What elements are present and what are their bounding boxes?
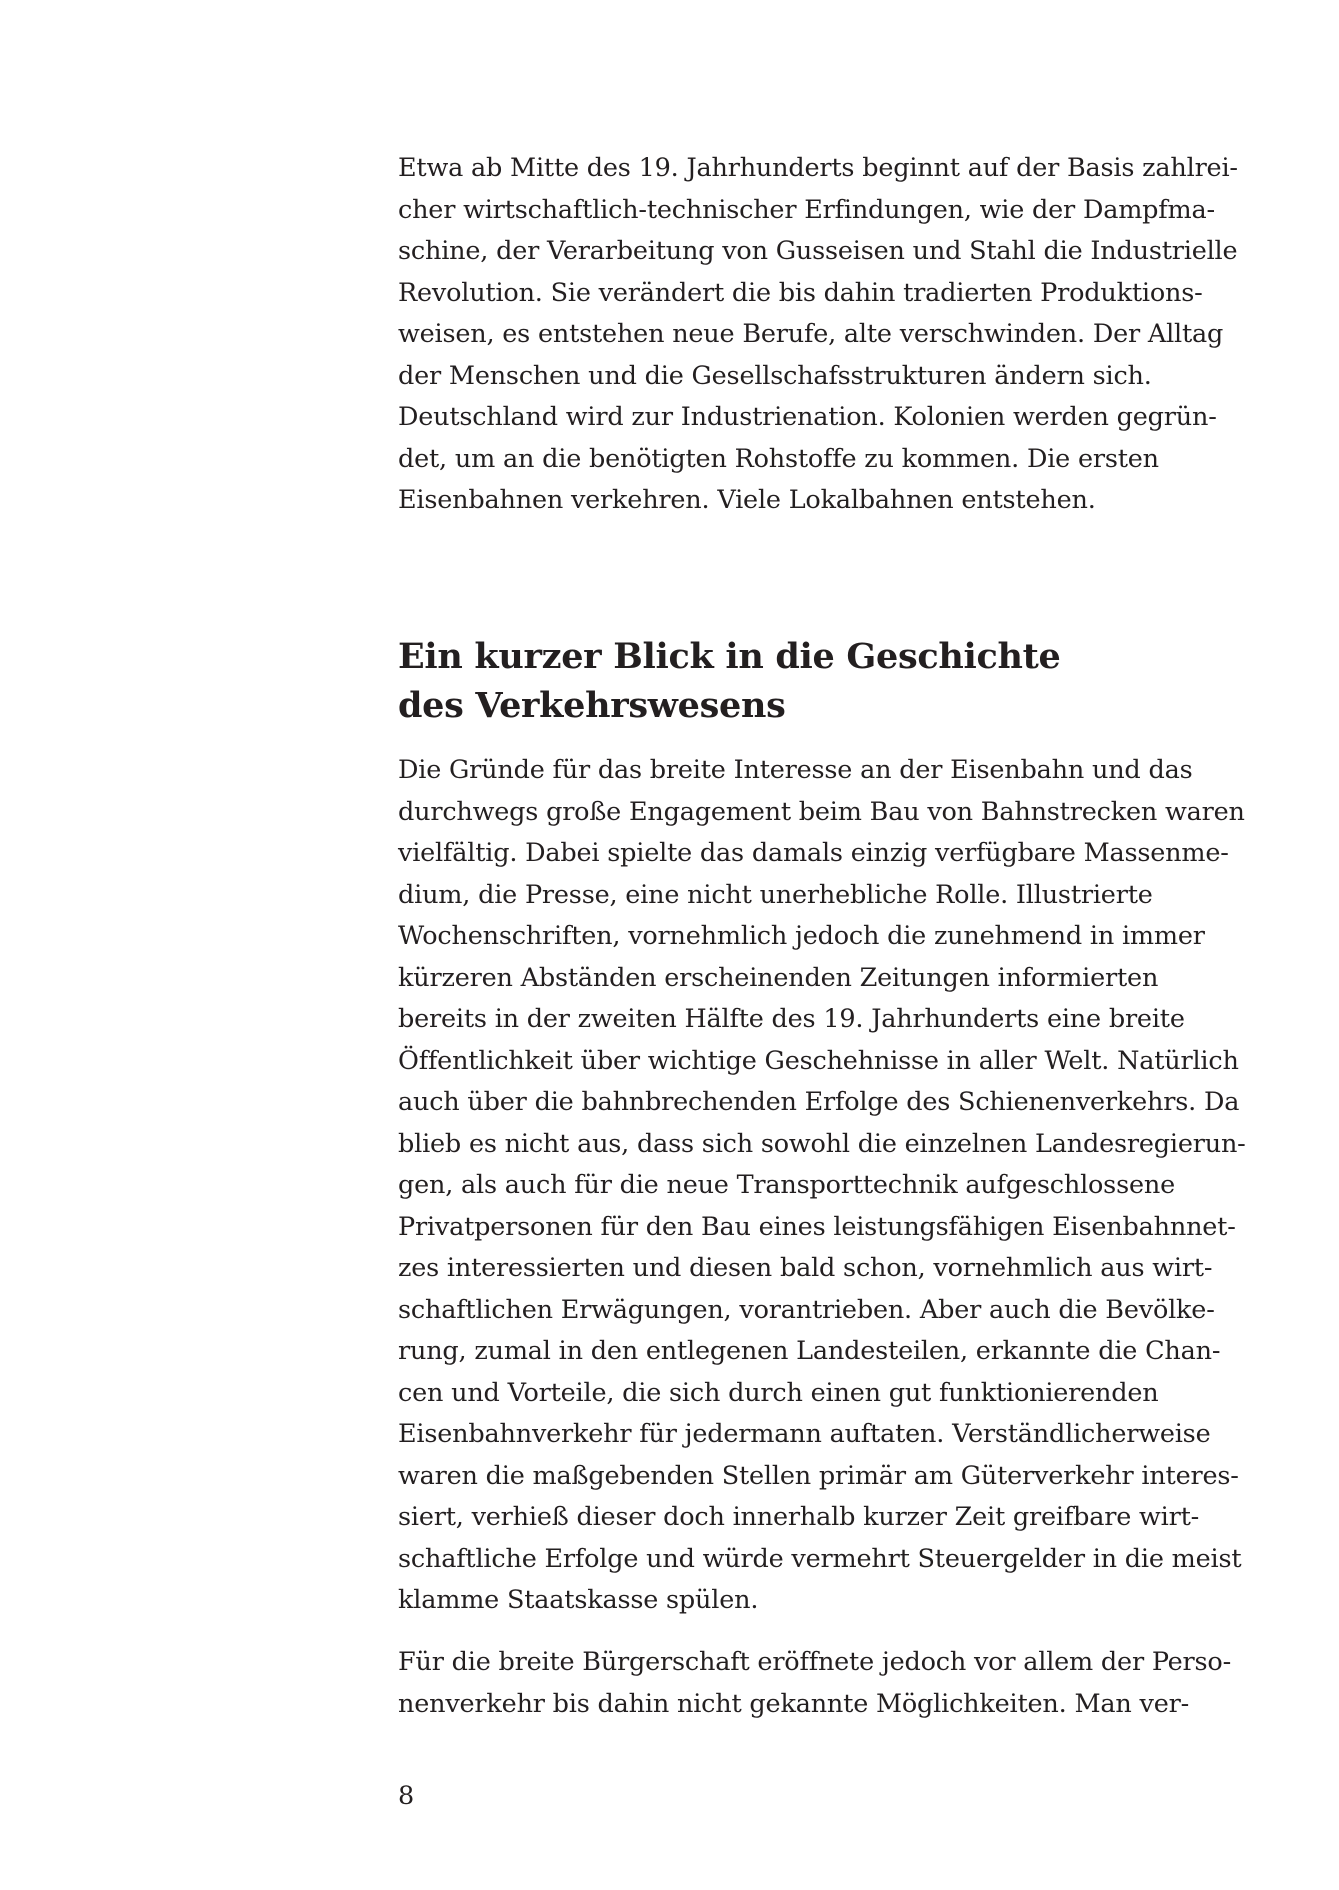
text-line: siert, verhieß dieser doch innerhalb kurzer Zeit greifbare wirt- xyxy=(398,1502,1200,1532)
text-line: Eisenbahnverkehr für jedermann auftaten. Verständlicherweise xyxy=(398,1419,1211,1449)
text-line: vielfältig. Dabei spielte das damals einzig verfügbare Massenme- xyxy=(398,838,1229,868)
text-line: dium, die Presse, eine nicht unerhebliche Rolle. Illustrierte xyxy=(398,879,1153,910)
heading-line: des Verkehrswesens xyxy=(398,685,786,726)
section-heading xyxy=(398,632,1061,730)
text-line: Wochenschriften, vornehmlich jedoch die zunehmend in immer xyxy=(398,921,1205,951)
text-line: cen und Vorteile, die sich durch einen gut funktionierenden xyxy=(398,1377,1159,1408)
text-line: klamme Staatskasse spülen. xyxy=(398,1585,759,1615)
text-line: schaftlichen Erwägungen, vorantrieben. Aber auch die Bevölke- xyxy=(398,1294,1215,1325)
text-line: Privatpersonen für den Bau eines leistungsfähigen Eisenbahnnet- xyxy=(398,1211,1236,1242)
text-line: nenverkehr bis dahin nicht gekannte Möglichkeiten. Man ver- xyxy=(398,1688,1190,1719)
text-line: Eisenbahnen verkehren. Viele Lokalbahnen entstehen. xyxy=(398,485,1096,515)
text-line: Etwa ab Mitte des 19. Jahrhunderts beginnt auf der Basis zahlrei- xyxy=(398,153,1238,183)
text-line: Deutschland wird zur Industrienation. Kolonien werden gegrün- xyxy=(398,402,1217,432)
text-line: bereits in der zweiten Hälfte des 19. Jahrhunderts eine breite xyxy=(398,1004,1185,1034)
text-line: weisen, es entstehen neue Berufe, alte verschwinden. Der Alltag xyxy=(398,319,1224,349)
text-line: Öffentlichkeit über wichtige Geschehnisse in aller Welt. Natürlich xyxy=(398,1045,1239,1076)
text-line: schaftliche Erfolge und würde vermehrt Steuergelder in die meist xyxy=(398,1543,1242,1574)
text-line: der Menschen und die Gesellschafsstrukturen ändern sich. xyxy=(398,360,1152,391)
text-line: gen, als auch für die neue Transporttechnik aufgeschlossene xyxy=(398,1170,1175,1200)
text-line: waren die maßgebenden Stellen primär am Güterverkehr interes- xyxy=(398,1460,1239,1491)
text-line: kürzeren Abständen erscheinenden Zeitungen informierten xyxy=(398,962,1159,993)
text-line: rung, zumal in den entlegenen Landesteilen, erkannte die Chan- xyxy=(398,1336,1221,1366)
text-line: schine, der Verarbeitung von Gusseisen und Stahl die Industrielle xyxy=(398,236,1238,266)
text-line: zes interessierten und diesen bald schon, vornehmlich aus wirt- xyxy=(398,1253,1213,1283)
text-line: durchwegs große Engagement beim Bau von Bahnstrecken waren xyxy=(398,796,1245,827)
text-line: Die Gründe für das breite Interesse an der Eisenbahn und das xyxy=(398,755,1193,785)
body-paragraph-1 xyxy=(398,750,1246,1622)
intro-paragraph xyxy=(398,148,1238,522)
body-paragraph-2 xyxy=(398,1642,1231,1725)
text-line: Für die breite Bürgerschaft eröffnete jedoch vor allem der Perso- xyxy=(398,1647,1231,1677)
heading-line: Ein kurzer Blick in die Geschichte xyxy=(398,636,1061,677)
text-line: cher wirtschaftlich-technischer Erfindungen, wie der Dampfma- xyxy=(398,194,1215,225)
text-line: Revolution. Sie verändert die bis dahin tradierten Produktions- xyxy=(398,277,1203,308)
page-number: 8 xyxy=(398,1781,415,1811)
text-line: auch über die bahnbrechenden Erfolge des Schienenverkehrs. Da xyxy=(398,1087,1240,1117)
text-line: blieb es nicht aus, dass sich sowohl die einzelnen Landesregierun- xyxy=(398,1128,1246,1159)
text-line: det, um an die benötigten Rohstoffe zu kommen. Die ersten xyxy=(398,443,1159,474)
